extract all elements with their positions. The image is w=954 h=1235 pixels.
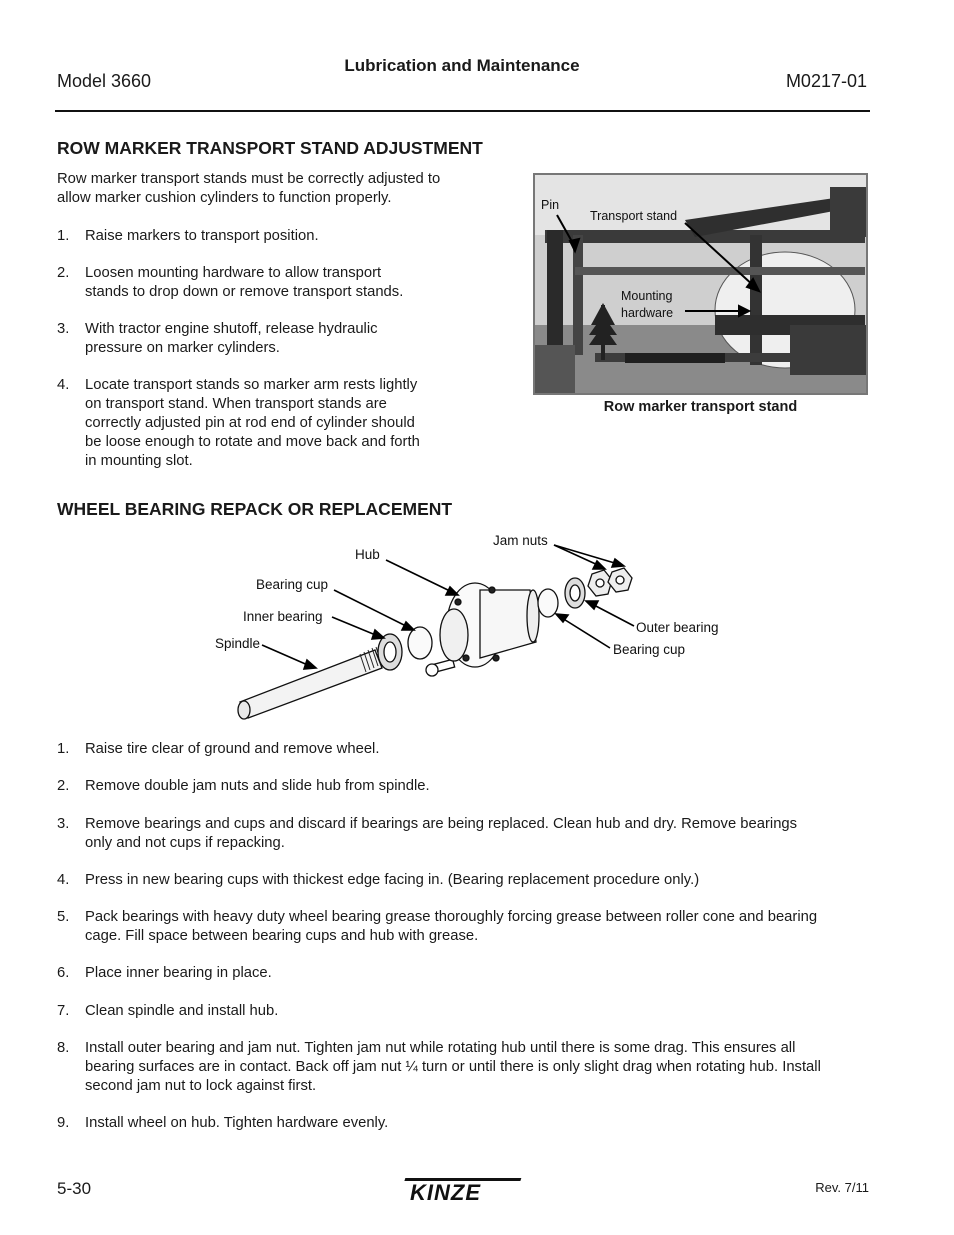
step-text: second jam nut to lock against first. [85,1078,317,1094]
step-text: Loosen mounting hardware to allow transport [85,265,382,281]
mounting-label-1: Mounting [621,289,673,303]
transport-stand-illustration [535,175,866,393]
step-text: on transport stand. When transport stands are [85,396,387,412]
pin-label: Pin [541,198,560,212]
step-number: 5. [57,909,70,925]
wheel-bearing-diagram [200,530,740,725]
spindle-label: Spindle [215,636,261,651]
step-number: 2. [57,265,70,281]
hub-label: Hub [355,547,380,562]
step-number: 9. [57,1115,70,1131]
step-text: Place inner bearing in place. [85,965,272,981]
row-marker-heading: ROW MARKER TRANSPORT STAND ADJUSTMENT [57,138,483,158]
page-number: 5-30 [57,1179,92,1198]
intro-line: Row marker transport stands must be correctly adjusted to [57,171,441,187]
step-text: correctly adjusted pin at rod end of cylinder should [85,415,415,431]
spindle-shaft [240,650,382,718]
inner-bearing-label: Inner bearing [243,609,323,624]
step-text: Pack bearings with heavy duty wheel bearing grease thoroughly forcing grease between roller cone and bearing [85,909,818,925]
outer-bearing-label: Outer bearing [636,620,719,635]
bearing-cup-left-shape [408,627,432,659]
step-number: 8. [57,1040,70,1056]
photo-caption: Row marker transport stand [603,399,798,415]
step-text: Remove double jam nuts and slide hub from spindle. [85,778,430,794]
step-text: Press in new bearing cups with thickest edge facing in. (Bearing replacement procedure only.) [85,872,700,888]
step-text: Clean spindle and install hub. [85,1003,279,1019]
kinze-logo-text: KINZE [410,1180,481,1204]
step-number: 1. [57,741,70,757]
step-text: only and not cups if repacking. [85,835,285,851]
bearing-cup-right-label: Bearing cup [613,642,686,657]
revision: Rev. 7/11 [815,1180,869,1195]
jam-nuts-label: Jam nuts [493,533,548,548]
step-text: Locate transport stands so marker arm rests lightly [85,377,418,393]
step-text: stands to drop down or remove transport stands. [85,284,404,300]
step-number: 7. [57,1003,70,1019]
bearing-cup-left-label: Bearing cup [256,577,329,592]
bearing-cup-right-shape [538,589,558,617]
step-number: 2. [57,778,70,794]
step-text: bearing surfaces are in contact. Back off jam nut ¼ turn or until there is only slight drag when rotating hub. Install [85,1059,821,1075]
step-text: Install wheel on hub. Tighten hardware evenly. [85,1115,389,1131]
model-label: Model 3660 [57,71,152,91]
doc-number: M0217-01 [785,71,867,91]
kinze-logo [402,1176,524,1204]
step-number: 3. [57,816,70,832]
wheel-bearing-heading: WHEEL BEARING REPACK OR REPLACEMENT [57,499,453,519]
step-text: Raise markers to transport position. [85,228,319,244]
mounting-label-2: hardware [621,306,674,320]
step-number: 1. [57,228,70,244]
step-number: 6. [57,965,70,981]
step-text: Raise tire clear of ground and remove wheel. [85,741,380,757]
step-text: Remove bearings and cups and discard if bearings are being replaced. Clean hub and dry. Remove bearings [85,816,798,832]
step-number: 3. [57,321,70,337]
step-text: Install outer bearing and jam nut. Tighten jam nut while rotating hub until there is some drag. This ensures all [85,1040,796,1056]
step-text: pressure on marker cylinders. [85,340,280,356]
step-text: in mounting slot. [85,453,193,469]
step-text: be loose enough to rotate and move back and forth [85,434,420,450]
step-text: With tractor engine shutoff, release hydraulic [85,321,378,337]
transport-stand-photo [533,173,868,395]
intro-line: allow marker cushion cylinders to function properly. [57,190,392,206]
transport-stand-label: Transport stand [590,209,678,223]
section-title: Lubrication and Maintenance [344,56,580,75]
step-number: 4. [57,377,70,393]
row-marker-intro [57,170,440,208]
step-text: cage. Fill space between bearing cups and hub with grease. [85,928,479,944]
step-number: 4. [57,872,70,888]
header-divider [55,110,870,112]
